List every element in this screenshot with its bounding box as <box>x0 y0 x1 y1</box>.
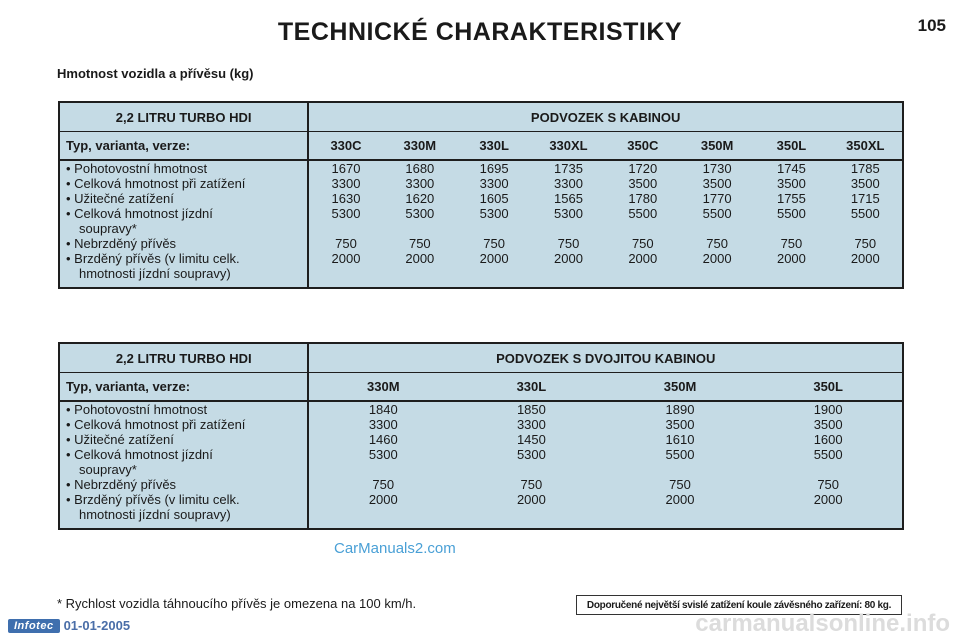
value-cell: 1670 <box>331 161 361 176</box>
column-header: 330L <box>457 373 606 402</box>
value-cell: 750 <box>669 477 691 492</box>
value-cell: 1715 <box>850 191 880 206</box>
value-cell: 1620 <box>405 191 435 206</box>
value-cell: 3300 <box>331 176 361 191</box>
value-cell: 750 <box>817 477 840 492</box>
column-header: 350M <box>680 132 754 161</box>
table-row <box>59 447 903 477</box>
value-cell: 2000 <box>554 251 583 266</box>
value-cell: 1695 <box>479 161 509 176</box>
value-cell: 2000 <box>628 251 658 266</box>
value-cell: 1565 <box>554 191 583 206</box>
value-cell: 2000 <box>479 251 509 266</box>
column-header: 350C <box>606 132 680 161</box>
value-cell: 750 <box>854 236 877 251</box>
table-header-row <box>59 102 903 132</box>
value-cell: 3500 <box>665 417 695 432</box>
section-title: Hmotnost vozidla a přívěsu (kg) <box>57 66 254 81</box>
table-header-row <box>59 343 903 373</box>
value-cell: 1785 <box>850 161 880 176</box>
value-cell: 3500 <box>702 176 732 191</box>
value-cell: 750 <box>372 477 395 492</box>
weights-table-chassis-cab <box>58 101 904 289</box>
row-label-continued: hmotnosti jízdní soupravy) <box>79 266 231 281</box>
column-header: 330M <box>308 373 457 402</box>
body-header: PODVOZEK S KABINOU <box>530 109 681 125</box>
value-cell: 1605 <box>479 191 509 206</box>
value-cell: 3300 <box>554 176 583 191</box>
column-header: 330L <box>457 132 531 161</box>
value-cell: 750 <box>520 477 543 492</box>
row-label: • Užitečné zatížení <box>66 432 174 447</box>
value-cell: 2000 <box>665 492 695 507</box>
column-header: 350XL <box>829 132 903 161</box>
value-cell: 1720 <box>628 161 658 176</box>
value-cell: 2000 <box>850 251 880 266</box>
row-label-cell <box>59 477 308 492</box>
table-columns-row <box>59 132 903 161</box>
brand-logo: Infotec <box>8 619 60 633</box>
value-cell: 3300 <box>368 417 398 432</box>
type-label: Typ, varianta, verze: <box>59 132 308 161</box>
value-cell: 1755 <box>776 191 806 206</box>
value-cell: 5300 <box>554 206 583 221</box>
column-header: 330M <box>383 132 457 161</box>
value-cell: 5500 <box>776 206 806 221</box>
value-cell: 750 <box>706 236 728 251</box>
value-cell: 750 <box>335 236 357 251</box>
value-cell: 3300 <box>479 176 509 191</box>
value-cell: 5300 <box>405 206 435 221</box>
table-row <box>59 417 903 432</box>
value-cell: 5500 <box>665 447 695 462</box>
value-cell: 1735 <box>554 161 583 176</box>
footnote: * Rychlost vozidla táhnoucího přívěs je omezena na 100 km/h. <box>57 596 417 611</box>
page-number: 105 <box>917 16 946 35</box>
row-label: • Celková hmotnost jízdní <box>66 447 213 462</box>
table-body <box>59 401 903 529</box>
weights-table-double-cab <box>58 342 904 530</box>
table-columns-row <box>59 373 903 402</box>
value-cell: 1890 <box>665 402 695 417</box>
row-label-cell <box>59 492 308 529</box>
row-label-cell <box>59 176 308 191</box>
row-label: • Brzděný přívěs (v limitu celk. <box>66 492 240 507</box>
row-label-continued: hmotnosti jízdní soupravy) <box>79 507 231 522</box>
row-label-cell <box>59 417 308 432</box>
row-label: • Celková hmotnost při zatížení <box>66 176 246 191</box>
value-cell: 5500 <box>628 206 658 221</box>
row-label-continued: soupravy* <box>79 221 137 236</box>
value-cell: 3300 <box>516 417 546 432</box>
value-cell: 5300 <box>331 206 361 221</box>
table-row <box>59 492 903 529</box>
row-label-cell <box>59 251 308 288</box>
site-watermark: carmanualsonline.info <box>695 610 950 637</box>
row-label-cell <box>59 160 308 176</box>
value-cell: 1630 <box>331 191 361 206</box>
table-row <box>59 191 903 206</box>
value-cell: 750 <box>631 236 654 251</box>
row-label: • Pohotovostní hmotnost <box>66 402 208 417</box>
column-header: 350L <box>754 132 828 161</box>
value-cell: 1610 <box>665 432 695 447</box>
value-cell: 5500 <box>850 206 880 221</box>
value-cell: 750 <box>780 236 803 251</box>
value-cell: 1900 <box>813 402 843 417</box>
table-body <box>59 160 903 288</box>
value-cell: 2000 <box>813 492 843 507</box>
type-label: Typ, varianta, verze: <box>59 373 308 402</box>
row-label-cell <box>59 191 308 206</box>
value-cell: 2000 <box>405 251 435 266</box>
row-label-cell <box>59 401 308 417</box>
table-row <box>59 236 903 251</box>
column-header: 330C <box>308 132 382 161</box>
value-cell: 2000 <box>516 492 546 507</box>
value-cell: 1680 <box>405 161 435 176</box>
column-header: 330XL <box>531 132 605 161</box>
value-cell: 750 <box>483 236 505 251</box>
brand-footer <box>8 618 130 633</box>
row-label: • Celková hmotnost při zatížení <box>66 417 246 432</box>
row-label-cell <box>59 236 308 251</box>
table-row <box>59 206 903 236</box>
value-cell: 2000 <box>368 492 398 507</box>
value-cell: 3500 <box>850 176 880 191</box>
value-cell: 1450 <box>516 432 546 447</box>
value-cell: 3500 <box>628 176 658 191</box>
column-header: 350M <box>606 373 755 402</box>
row-label-continued: soupravy* <box>79 462 137 477</box>
row-label: • Celková hmotnost jízdní <box>66 206 213 221</box>
value-cell: 1780 <box>628 191 658 206</box>
engine-header: 2,2 LITRU TURBO HDI <box>59 102 308 132</box>
engine-header: 2,2 LITRU TURBO HDI <box>59 343 308 373</box>
body-header: PODVOZEK S DVOJITOU KABINOU <box>496 350 716 366</box>
row-label: • Brzděný přívěs (v limitu celk. <box>66 251 240 266</box>
value-cell: 3300 <box>405 176 435 191</box>
table-row <box>59 401 903 417</box>
column-header: 350L <box>754 373 903 402</box>
value-cell: 1840 <box>368 402 398 417</box>
table-row <box>59 176 903 191</box>
brand-date: 01-01-2005 <box>63 618 131 633</box>
value-cell: 5300 <box>368 447 398 462</box>
value-cell: 2000 <box>776 251 806 266</box>
row-label: • Nebrzděný přívěs <box>66 477 177 492</box>
value-cell: 2000 <box>331 251 361 266</box>
row-label: • Pohotovostní hmotnost <box>66 161 208 176</box>
row-label-cell <box>59 447 308 477</box>
value-cell: 3500 <box>776 176 806 191</box>
value-cell: 3500 <box>813 417 843 432</box>
value-cell: 1770 <box>702 191 732 206</box>
table-row <box>59 432 903 447</box>
value-cell: 750 <box>408 236 431 251</box>
row-label-cell <box>59 206 308 236</box>
row-label: • Užitečné zatížení <box>66 191 174 206</box>
value-cell: 5500 <box>702 206 732 221</box>
watermark: CarManuals2.com <box>334 540 456 557</box>
row-label: • Nebrzděný přívěs <box>66 236 177 251</box>
table-row <box>59 160 903 176</box>
value-cell: 1850 <box>516 402 546 417</box>
note-box: Doporučené největší svislé zatížení koule závěsného zařízení: 80 kg. <box>576 595 902 615</box>
value-cell: 1600 <box>813 432 843 447</box>
value-cell: 5300 <box>479 206 509 221</box>
value-cell: 5500 <box>813 447 843 462</box>
value-cell: 1730 <box>702 161 732 176</box>
value-cell: 2000 <box>702 251 732 266</box>
value-cell: 5300 <box>516 447 546 462</box>
value-cell: 1460 <box>368 432 398 447</box>
value-cell: 1745 <box>776 161 806 176</box>
page-title: TECHNICKÉ CHARAKTERISTIKY <box>277 18 683 46</box>
table-row <box>59 477 903 492</box>
value-cell: 750 <box>557 236 580 251</box>
table-row <box>59 251 903 288</box>
row-label-cell <box>59 432 308 447</box>
